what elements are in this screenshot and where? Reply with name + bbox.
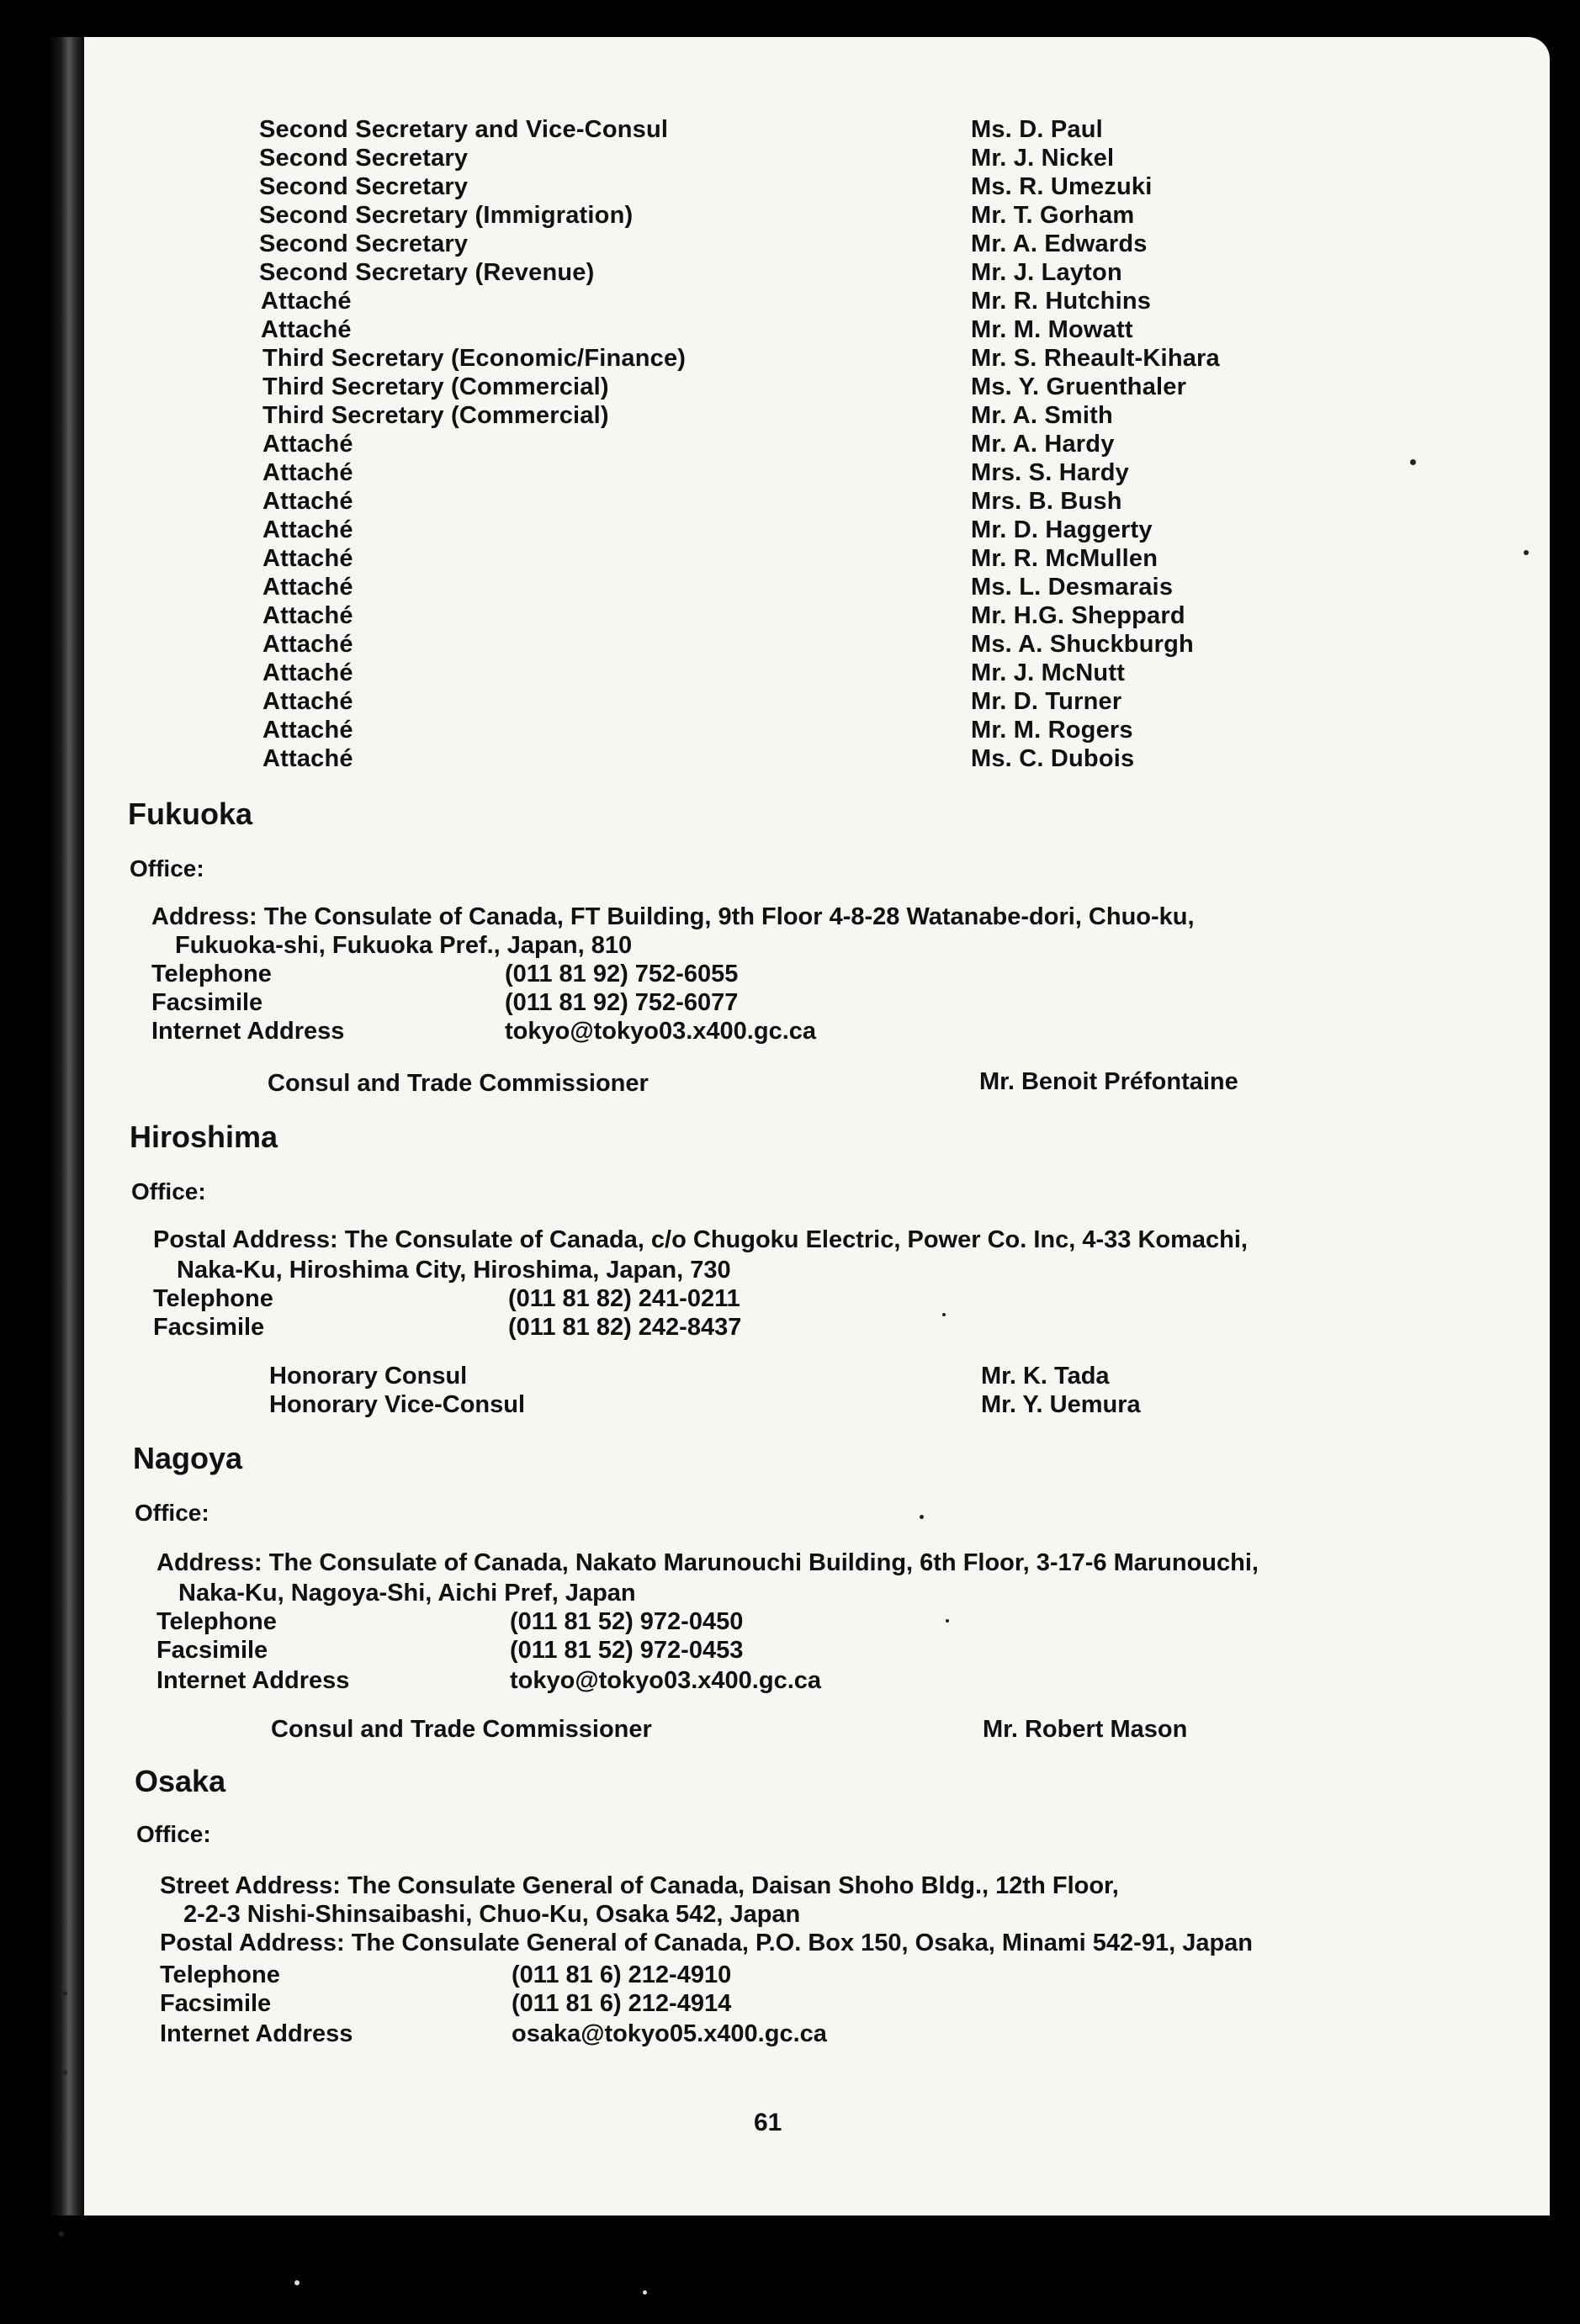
staff-title: Honorary Consul	[269, 1363, 468, 1390]
staff-name: Mr. Y. Uemura	[981, 1391, 1141, 1418]
address-line: Fukuoka-shi, Fukuoka Pref., Japan, 810	[175, 932, 633, 959]
scan-speck	[62, 2070, 67, 2075]
telephone-number: (011 81 82) 241-0211	[508, 1285, 740, 1312]
staff-name: Mrs. S. Hardy	[971, 459, 1129, 486]
fax-label: Facsimile	[151, 989, 263, 1016]
staff-name: Mr. M. Rogers	[971, 717, 1133, 744]
telephone-label: Telephone	[160, 1961, 280, 1988]
staff-title: Attaché	[262, 459, 353, 486]
staff-name: Mr. D. Haggerty	[971, 516, 1153, 543]
staff-title: Second Secretary (Revenue)	[259, 259, 595, 286]
fax-number: (011 81 6) 212-4914	[512, 1990, 732, 2017]
staff-name: Mr. R. McMullen	[971, 545, 1158, 572]
staff-title: Attaché	[262, 659, 353, 686]
scan-speck	[294, 2280, 300, 2285]
office-label: Office:	[131, 1178, 206, 1204]
scan-speck	[920, 1515, 924, 1519]
staff-name: Mr. J. McNutt	[971, 659, 1126, 686]
staff-title: Attaché	[261, 316, 352, 343]
scan-speck	[59, 2231, 64, 2237]
staff-title: Consul and Trade Commissioner	[271, 1716, 652, 1743]
office-label: Office:	[136, 1821, 211, 1847]
staff-title: Third Secretary (Commercial)	[262, 402, 609, 429]
fax-number: (011 81 52) 972-0453	[510, 1637, 744, 1664]
fax-label: Facsimile	[156, 1637, 268, 1664]
address-line: Postal Address: The Consulate of Canada, c/o Chugoku Electric, Power Co. Inc, 4-33 Komachi,	[153, 1226, 1248, 1253]
staff-title: Second Secretary	[259, 173, 469, 200]
staff-title: Attaché	[262, 717, 353, 744]
scan-speck	[62, 1991, 67, 1996]
fax-label: Facsimile	[160, 1990, 272, 2017]
street-address-line: 2-2-3 Nishi-Shinsaibashi, Chuo-Ku, Osaka 542, Japan	[183, 1901, 801, 1928]
scan-speck	[942, 1313, 946, 1316]
telephone-number: (011 81 92) 752-6055	[505, 961, 739, 987]
telephone-label: Telephone	[151, 961, 272, 987]
staff-name: Mr. S. Rheault-Kihara	[971, 345, 1220, 372]
staff-title: Attaché	[262, 574, 353, 601]
internet-label: Internet Address	[156, 1667, 350, 1694]
staff-title: Second Secretary	[259, 230, 469, 257]
office-label: Office:	[135, 1500, 209, 1526]
staff-name: Mr. T. Gorham	[971, 202, 1135, 229]
staff-name: Ms. R. Umezuki	[971, 173, 1153, 200]
internet-label: Internet Address	[151, 1018, 345, 1045]
internet-address: osaka@tokyo05.x400.gc.ca	[512, 2020, 827, 2047]
staff-title: Attaché	[262, 545, 353, 572]
fax-label: Facsimile	[153, 1314, 265, 1341]
staff-name: Mr. K. Tada	[981, 1363, 1110, 1390]
staff-title: Second Secretary (Immigration)	[259, 202, 634, 229]
staff-title: Consul and Trade Commissioner	[268, 1070, 649, 1097]
scan-speck	[643, 2290, 647, 2295]
staff-title: Attaché	[262, 602, 353, 629]
address-line: Naka-Ku, Nagoya-Shi, Aichi Pref, Japan	[178, 1580, 636, 1607]
telephone-number: (011 81 52) 972-0450	[510, 1608, 744, 1635]
internet-label: Internet Address	[160, 2020, 353, 2047]
street-address-line: Street Address: The Consulate General of Canada, Daisan Shoho Bldg., 12th Floor,	[160, 1872, 1119, 1899]
staff-title: Attaché	[261, 288, 352, 315]
scan-speck	[1410, 459, 1416, 465]
internet-address: tokyo@tokyo03.x400.gc.ca	[505, 1018, 817, 1045]
staff-name: Ms. C. Dubois	[971, 745, 1135, 772]
address-line: Naka-Ku, Hiroshima City, Hiroshima, Japan, 730	[177, 1257, 731, 1284]
office-label: Office:	[130, 855, 204, 881]
staff-name: Ms. Y. Gruenthaler	[971, 373, 1187, 400]
staff-title: Attaché	[262, 745, 353, 772]
staff-name: Mrs. B. Bush	[971, 488, 1122, 515]
staff-name: Mr. A. Edwards	[971, 230, 1148, 257]
staff-name: Ms. D. Paul	[971, 116, 1103, 143]
staff-title: Second Secretary and Vice-Consul	[259, 116, 669, 143]
scan-speck	[1524, 550, 1529, 555]
staff-title: Attaché	[262, 488, 353, 515]
staff-name: Mr. J. Nickel	[971, 145, 1115, 172]
page-number: 61	[754, 2109, 782, 2136]
telephone-label: Telephone	[156, 1608, 277, 1635]
address-line: Address: The Consulate of Canada, Nakato Marunouchi Building, 6th Floor, 3-17-6 Marunouchi,	[156, 1549, 1259, 1576]
staff-name: Ms. A. Shuckburgh	[971, 631, 1194, 658]
staff-title: Third Secretary (Economic/Finance)	[262, 345, 687, 372]
fax-number: (011 81 82) 242-8437	[508, 1314, 742, 1341]
scan-speck	[946, 1619, 949, 1623]
staff-name: Ms. L. Desmarais	[971, 574, 1174, 601]
staff-title: Attaché	[262, 516, 353, 543]
staff-title: Third Secretary (Commercial)	[262, 373, 609, 400]
city-heading: Hiroshima	[130, 1120, 278, 1154]
staff-name: Mr. D. Turner	[971, 688, 1122, 715]
staff-name: Mr. Robert Mason	[983, 1716, 1188, 1743]
staff-name: Mr. R. Hutchins	[971, 288, 1152, 315]
staff-title: Honorary Vice-Consul	[269, 1391, 526, 1418]
staff-name: Mr. M. Mowatt	[971, 316, 1133, 343]
fax-number: (011 81 92) 752-6077	[505, 989, 739, 1016]
city-heading: Nagoya	[133, 1441, 243, 1475]
staff-name: Mr. A. Smith	[971, 402, 1113, 429]
address-line: Address: The Consulate of Canada, FT Building, 9th Floor 4-8-28 Watanabe-dori, Chuo-ku,	[151, 903, 1195, 930]
staff-name: Mr. Benoit Préfontaine	[979, 1068, 1238, 1095]
telephone-number: (011 81 6) 212-4910	[512, 1961, 732, 1988]
internet-address: tokyo@tokyo03.x400.gc.ca	[510, 1667, 822, 1694]
staff-name: Mr. H.G. Sheppard	[971, 602, 1185, 629]
postal-address: Postal Address: The Consulate General of Canada, P.O. Box 150, Osaka, Minami 542-91, Japan	[160, 1930, 1254, 1956]
staff-name: Mr. J. Layton	[971, 259, 1122, 286]
telephone-label: Telephone	[153, 1285, 273, 1312]
staff-title: Attaché	[262, 631, 353, 658]
city-heading: Osaka	[135, 1764, 226, 1798]
staff-name: Mr. A. Hardy	[971, 431, 1115, 458]
staff-title: Second Secretary	[259, 145, 469, 172]
staff-title: Attaché	[262, 431, 353, 458]
staff-title: Attaché	[262, 688, 353, 715]
city-heading: Fukuoka	[128, 797, 253, 831]
